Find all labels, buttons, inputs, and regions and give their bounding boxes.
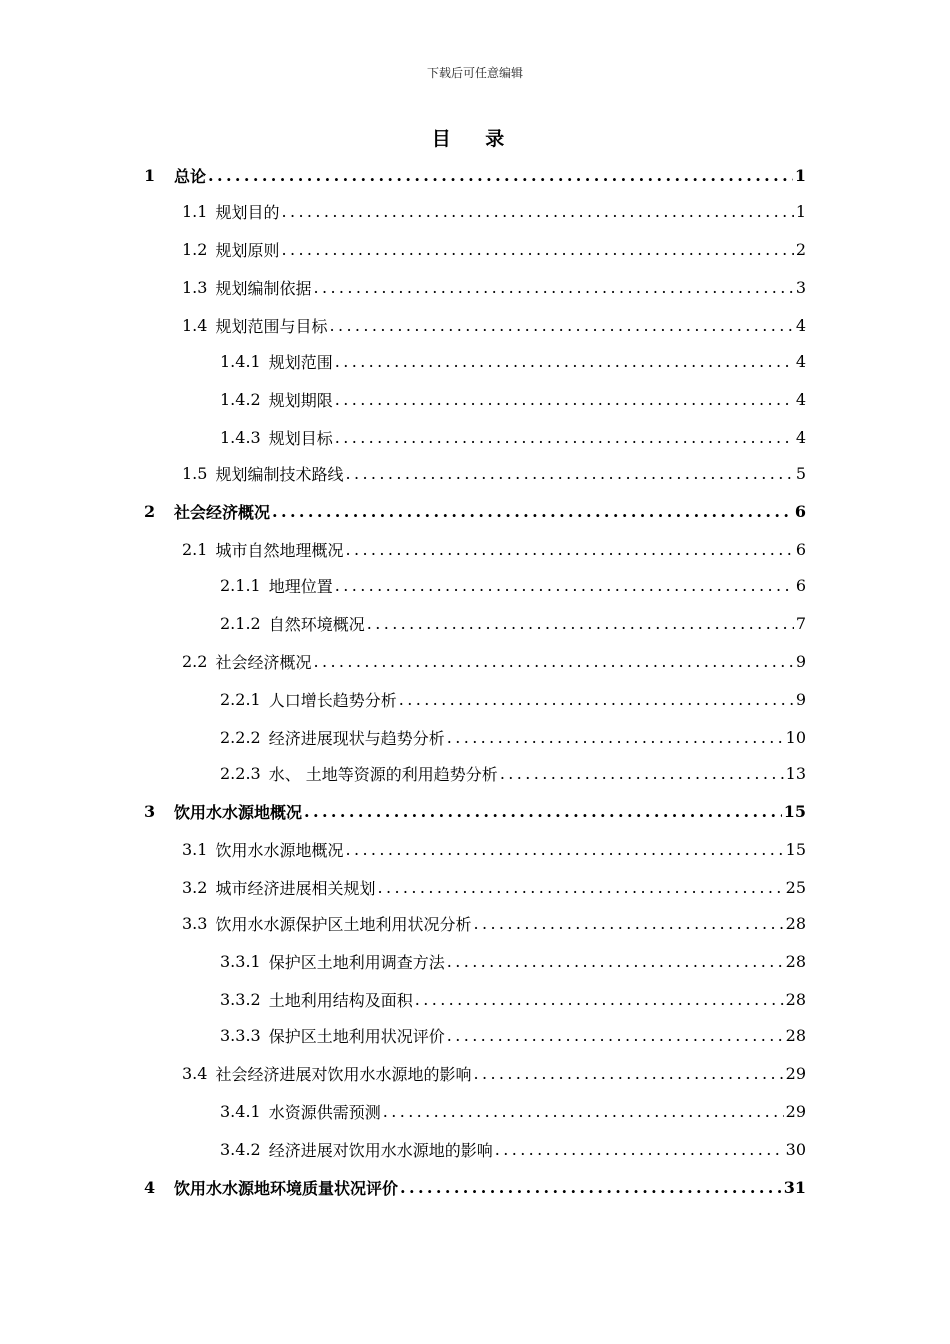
toc-entry-label: 饮用水水源地环境质量状况评价 (174, 1178, 399, 1198)
toc-entry-number: 1.4 (182, 315, 208, 335)
toc-entry-page: 10 (785, 727, 806, 747)
toc-entry-number: 3.1 (182, 839, 208, 859)
toc-entry-page: 5 (795, 463, 806, 483)
toc-entry-label: 饮用水水源地概况 (215, 840, 344, 860)
toc-dot-leader (281, 240, 793, 259)
toc-entry[interactable] (220, 422, 806, 452)
toc-dot-leader (473, 1064, 783, 1083)
toc-entry[interactable] (182, 872, 806, 902)
toc-entry-label: 饮用水水源保护区土地利用状况分析 (215, 914, 472, 934)
toc-dot-leader (335, 576, 794, 595)
toc-entry-label: 规划编制依据 (215, 278, 312, 298)
toc-entry[interactable] (220, 384, 806, 414)
toc-entry[interactable] (182, 310, 806, 340)
toc-entry-number: 3.4.1 (220, 1101, 261, 1121)
toc-entry[interactable] (144, 796, 806, 826)
toc-entry-number: 1.3 (182, 277, 208, 297)
toc-entry-page: 2 (795, 239, 806, 259)
toc-entry-number: 2.1.2 (220, 613, 261, 633)
toc-dot-leader (208, 166, 793, 185)
toc-entry-number: 3.3 (182, 913, 208, 933)
toc-entry[interactable] (182, 196, 806, 226)
toc-entry-label: 规划原则 (215, 240, 280, 260)
toc-entry-number: 3 (144, 801, 156, 821)
toc-entry-page: 6 (795, 539, 806, 559)
toc-entry-label: 土地利用结构及面积 (268, 990, 413, 1010)
toc-entry-page: 4 (795, 315, 806, 335)
toc-entry-page: 28 (785, 913, 806, 933)
toc-dot-leader (313, 278, 793, 297)
toc-entry-number: 1.4.2 (220, 389, 261, 409)
toc-dot-leader (447, 728, 784, 747)
toc-dot-leader (335, 428, 794, 447)
toc-entry-number: 2.2.3 (220, 763, 261, 783)
toc-dot-leader (495, 1140, 784, 1159)
toc-entry-label: 人口增长趋势分析 (268, 690, 397, 710)
toc-entry[interactable] (182, 1058, 806, 1088)
toc-entry-number: 3.3.2 (220, 989, 261, 1009)
toc-entry-label: 规划编制技术路线 (215, 464, 344, 484)
toc-dot-leader (272, 502, 793, 521)
toc-entry-page: 4 (795, 351, 806, 371)
toc-dot-leader (313, 652, 793, 671)
toc-dot-leader (345, 464, 793, 483)
toc-entry-label: 地理位置 (268, 576, 333, 596)
toc-entry-page: 4 (795, 389, 806, 409)
toc-entry-label: 保护区土地利用调查方法 (268, 952, 445, 972)
toc-entry-page: 1 (794, 165, 806, 185)
page-header: 下载后可任意编辑 (426, 66, 523, 80)
toc-entry-number: 3.4 (182, 1063, 208, 1083)
toc-entry-number: 2.2.2 (220, 727, 261, 747)
toc-entry-page: 15 (783, 801, 806, 821)
toc-entry[interactable] (182, 272, 806, 302)
toc-entry-page: 28 (785, 951, 806, 971)
toc-entry-page: 9 (795, 651, 806, 671)
toc-entry[interactable] (220, 758, 806, 788)
toc-entry-page: 29 (785, 1101, 806, 1121)
toc-entry-number: 2.1.1 (220, 575, 261, 595)
toc-entry-number: 1.1 (182, 201, 208, 221)
toc-entry-page: 3 (795, 277, 806, 297)
toc-entry-number: 1.4.3 (220, 427, 261, 447)
toc-entry-number: 3.2 (182, 877, 208, 897)
toc-dot-leader (400, 1178, 782, 1197)
toc-entry[interactable] (220, 946, 806, 976)
toc-entry[interactable] (220, 608, 806, 638)
toc-dot-leader (399, 690, 794, 709)
toc-entry-number: 1.2 (182, 239, 208, 259)
toc-entry[interactable] (144, 160, 806, 190)
toc-entry[interactable] (182, 234, 806, 264)
toc-entry-number: 2.2.1 (220, 689, 261, 709)
toc-entry[interactable] (182, 834, 806, 864)
toc-entry[interactable] (182, 646, 806, 676)
toc-entry-page: 30 (785, 1139, 806, 1159)
toc-entry-number: 1 (144, 165, 156, 185)
toc-entry[interactable] (220, 1096, 806, 1126)
toc-entry-label: 经济进展对饮用水水源地的影响 (268, 1140, 493, 1160)
toc-entry-label: 规划目的 (215, 202, 280, 222)
toc-entry-number: 2 (144, 501, 156, 521)
toc-dot-leader (329, 316, 793, 335)
toc-entry-page: 31 (783, 1177, 806, 1197)
toc-entry-page: 6 (794, 501, 806, 521)
toc-dot-leader (383, 1102, 784, 1121)
toc-dot-leader (447, 952, 784, 971)
toc-entry-label: 规划范围 (268, 352, 333, 372)
toc-entry-label: 规划目标 (268, 428, 333, 448)
toc-dot-leader (335, 390, 794, 409)
toc-entry[interactable] (182, 534, 806, 564)
toc-entry-number: 1.5 (182, 463, 208, 483)
toc-entry-page: 25 (785, 877, 806, 897)
toc-entry[interactable] (220, 1134, 806, 1164)
toc-entry-label: 饮用水水源地概况 (174, 802, 303, 822)
toc-entry-label: 社会经济概况 (215, 652, 312, 672)
toc-dot-leader (281, 202, 793, 221)
toc-entry-label: 社会经济进展对饮用水水源地的影响 (215, 1064, 472, 1084)
toc-entry-page: 29 (785, 1063, 806, 1083)
toc-dot-leader (345, 840, 783, 859)
toc-entry-label: 总论 (174, 166, 207, 186)
toc-entry[interactable] (182, 908, 806, 938)
toc-entry-label: 城市经济进展相关规划 (215, 878, 376, 898)
toc-dot-leader (447, 1026, 784, 1045)
toc-entry-page: 1 (795, 201, 806, 221)
toc-entry-page: 28 (785, 1025, 806, 1045)
toc-entry-label: 保护区土地利用状况评价 (268, 1026, 445, 1046)
toc-entry-number: 2.2 (182, 651, 208, 671)
toc-dot-leader (367, 614, 794, 633)
toc-entry-label: 规划期限 (268, 390, 333, 410)
toc-entry[interactable] (220, 346, 806, 376)
toc-entry[interactable] (220, 984, 806, 1014)
toc-entry-number: 3.3.3 (220, 1025, 261, 1045)
toc-entry-page: 7 (795, 613, 806, 633)
toc-entry-number: 3.4.2 (220, 1139, 261, 1159)
toc-entry-page: 13 (785, 763, 806, 783)
toc-dot-leader (345, 540, 793, 559)
toc-entry-page: 15 (785, 839, 806, 859)
toc-entry-number: 4 (144, 1177, 156, 1197)
toc-dot-leader (415, 990, 784, 1009)
toc-entry[interactable] (144, 496, 806, 526)
toc-title: 目 录 (431, 128, 519, 150)
toc-entry[interactable] (220, 1020, 806, 1050)
toc-dot-leader (473, 914, 783, 933)
toc-dot-leader (335, 352, 794, 371)
toc-entry-label: 社会经济概况 (174, 502, 271, 522)
toc-entry-label: 自然环境概况 (268, 614, 365, 634)
toc-entry[interactable] (220, 684, 806, 714)
toc-dot-leader (304, 802, 782, 821)
toc-entry-page: 28 (785, 989, 806, 1009)
toc-dot-leader (377, 878, 783, 897)
toc-entry-number: 3.3.1 (220, 951, 261, 971)
toc-entry-label: 规划范围与目标 (215, 316, 328, 336)
toc-entry[interactable] (220, 570, 806, 600)
toc-entry-page: 4 (795, 427, 806, 447)
toc-dot-leader (500, 764, 784, 783)
toc-entry-label: 水资源供需预测 (268, 1102, 381, 1122)
toc-entry-page: 6 (795, 575, 806, 595)
toc-entry[interactable] (182, 458, 806, 488)
toc-entry[interactable] (144, 1172, 806, 1202)
toc-entry-number: 2.1 (182, 539, 208, 559)
toc-entry-label: 经济进展现状与趋势分析 (268, 728, 445, 748)
toc-entry-label: 城市自然地理概况 (215, 540, 344, 560)
toc-entry-page: 9 (795, 689, 806, 709)
toc-entry-number: 1.4.1 (220, 351, 261, 371)
toc-entry-label: 水、 土地等资源的利用趋势分析 (268, 764, 498, 784)
toc-entry[interactable] (220, 722, 806, 752)
